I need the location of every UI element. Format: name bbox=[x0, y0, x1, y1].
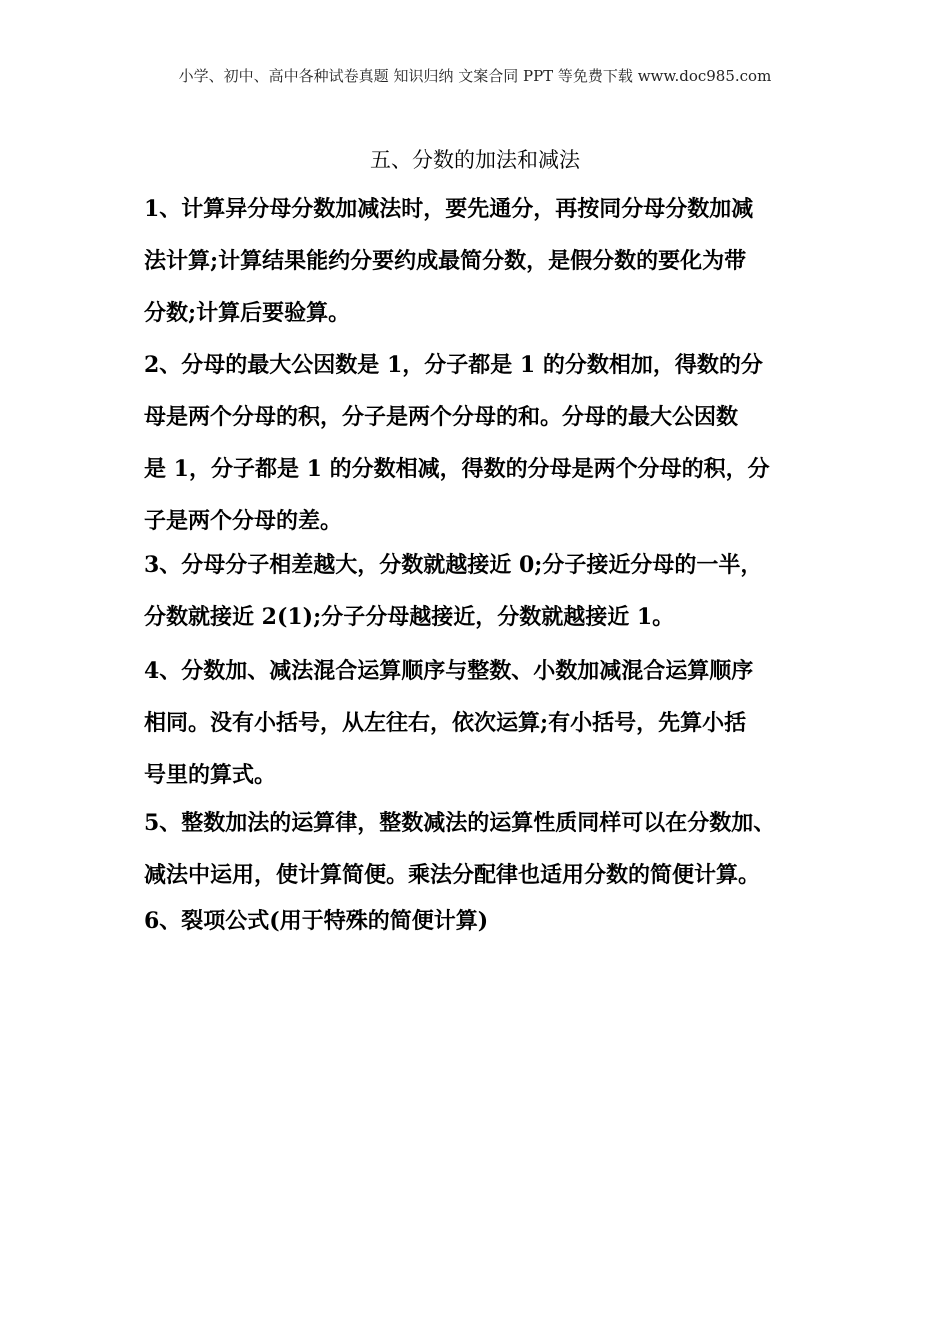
text-line: 减法中运用，使计算简便。乘法分配律也适用分数的简便计算。 bbox=[144, 862, 761, 888]
text-line: 4、分数加、减法混合运算顺序与整数、小数加减混合运算顺序 bbox=[144, 658, 754, 684]
document-title: 五、分数的加法和减法 bbox=[370, 148, 580, 172]
text-line: 分数;计算后要验算。 bbox=[144, 300, 351, 326]
text-line: 是 1，分子都是 1 的分数相减，得数的分母是两个分母的积，分 bbox=[144, 456, 770, 482]
paragraph-5 bbox=[144, 797, 824, 901]
text-line: 子是两个分母的差。 bbox=[144, 508, 343, 534]
text-line: 2、分母的最大公因数是 1，分子都是 1 的分数相加，得数的分 bbox=[144, 352, 763, 378]
paragraph-3 bbox=[144, 539, 824, 643]
text-line: 6、裂项公式(用于特殊的简便计算) bbox=[144, 908, 489, 934]
paragraph-4 bbox=[144, 645, 824, 801]
text-line: 1、计算异分母分数加减法时，要先通分，再按同分母分数加减 bbox=[144, 196, 754, 222]
text-line: 相同。没有小括号，从左往右，依次运算;有小括号，先算小括 bbox=[144, 710, 747, 736]
text-line: 号里的算式。 bbox=[144, 762, 277, 788]
text-line: 3、分母分子相差越大，分数就越接近 0;分子接近分母的一半， bbox=[144, 552, 763, 578]
text-line: 分数就接近 2(1);分子分母越接近，分数就越接近 1。 bbox=[144, 604, 675, 630]
text-line: 法计算;计算结果能约分要约成最简分数，是假分数的要化为带 bbox=[144, 248, 747, 274]
paragraph-6 bbox=[144, 895, 824, 947]
paragraph-1 bbox=[144, 183, 824, 339]
text-line: 5、整数加法的运算律，整数减法的运算性质同样可以在分数加、 bbox=[144, 810, 776, 836]
paragraph-2 bbox=[144, 339, 824, 547]
text-line: 母是两个分母的积，分子是两个分母的和。分母的最大公因数 bbox=[144, 404, 739, 430]
page-header: 小学、初中、高中各种试卷真题 知识归纳 文案合同 PPT 等免费下载 www.doc985.com bbox=[178, 67, 772, 85]
